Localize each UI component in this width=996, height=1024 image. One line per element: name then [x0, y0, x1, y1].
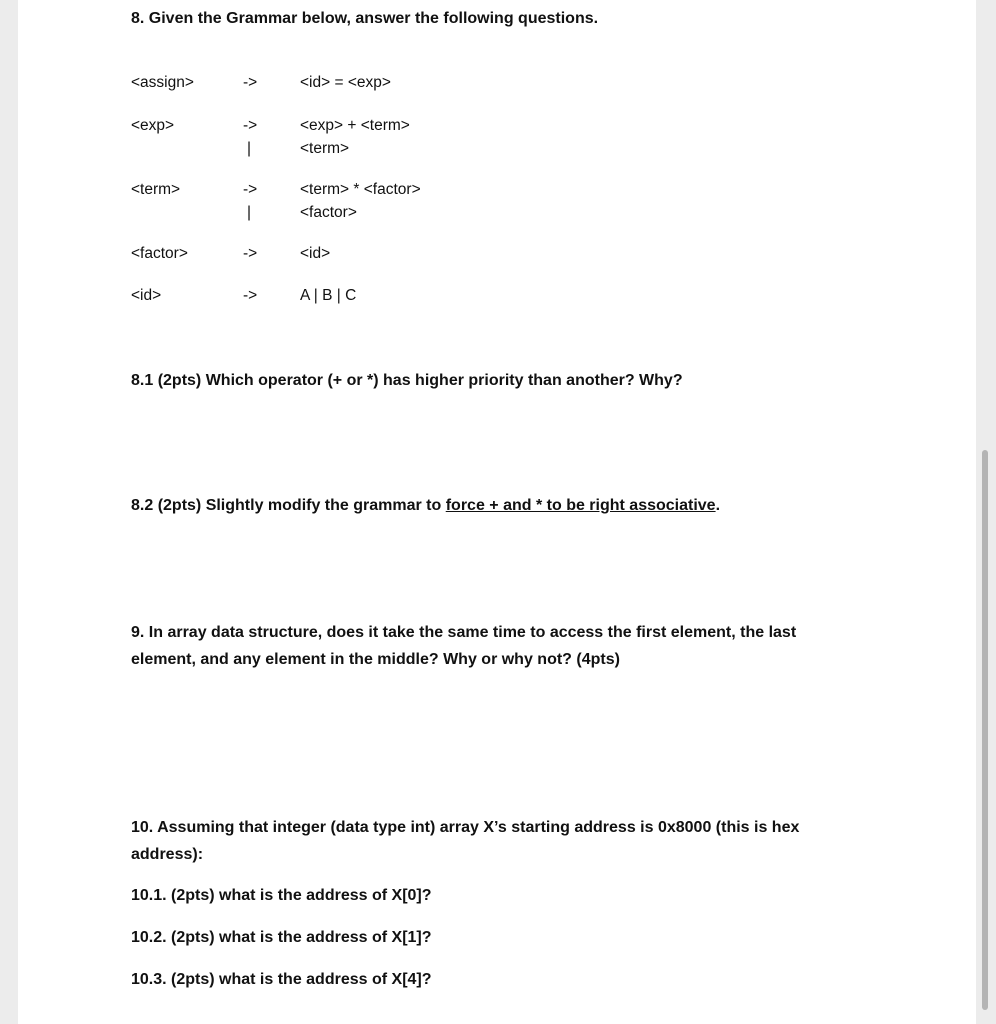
grammar-rhs: A | B | C: [300, 287, 357, 304]
question-8-2: [131, 497, 720, 515]
question-8-title: 8. Given the Grammar below, answer the following questions.: [131, 10, 599, 27]
grammar-rhs: <exp> + <term>: [300, 117, 410, 134]
grammar-alt-bar: |: [247, 140, 252, 157]
question-8-1: 8.1 (2pts) Which operator (+ or *) has higher priority than another? Why?: [131, 372, 683, 389]
grammar-lhs-id: <id>: [131, 287, 162, 304]
question-10-2: 10.2. (2pts) what is the address of X[1]?: [131, 929, 432, 946]
grammar-arrow: ->: [243, 181, 258, 198]
grammar-lhs-assign: <assign>: [131, 74, 194, 91]
grammar-arrow: ->: [243, 74, 258, 91]
grammar-rhs: <term> * <factor>: [300, 181, 421, 198]
grammar-rhs: <id>: [300, 245, 331, 262]
grammar-lhs-term: <term>: [131, 181, 181, 198]
grammar-arrow: ->: [243, 117, 258, 134]
question-10-1: 10.1. (2pts) what is the address of X[0]?: [131, 887, 432, 904]
grammar-lhs-exp: <exp>: [131, 117, 175, 134]
question-10-line1: 10. Assuming that integer (data type int) array X’s starting address is 0x8000 (this is hex: [131, 819, 800, 836]
grammar-rhs: <id> = <exp>: [300, 74, 391, 91]
grammar-lhs-factor: <factor>: [131, 245, 188, 262]
question-9-line1: 9. In array data structure, does it take the same time to access the first element, the last: [131, 624, 797, 641]
scrollbar[interactable]: [982, 450, 988, 1010]
grammar-alt-bar: |: [247, 204, 252, 221]
grammar-arrow: ->: [243, 245, 258, 262]
grammar-alt: <factor>: [300, 204, 357, 221]
question-10-line2: address):: [131, 846, 204, 863]
question-8-2-suffix: .: [715, 497, 721, 514]
grammar-alt: <term>: [300, 140, 350, 157]
question-9-line2: element, and any element in the middle? Why or why not? (4pts): [131, 651, 620, 668]
question-8-2-prefix: 8.2 (2pts) Slightly modify the grammar to: [131, 497, 446, 514]
question-8-2-underlined: force + and * to be right associative: [445, 497, 716, 514]
grammar-arrow: ->: [243, 287, 258, 304]
question-10-3: 10.3. (2pts) what is the address of X[4]?: [131, 971, 432, 988]
